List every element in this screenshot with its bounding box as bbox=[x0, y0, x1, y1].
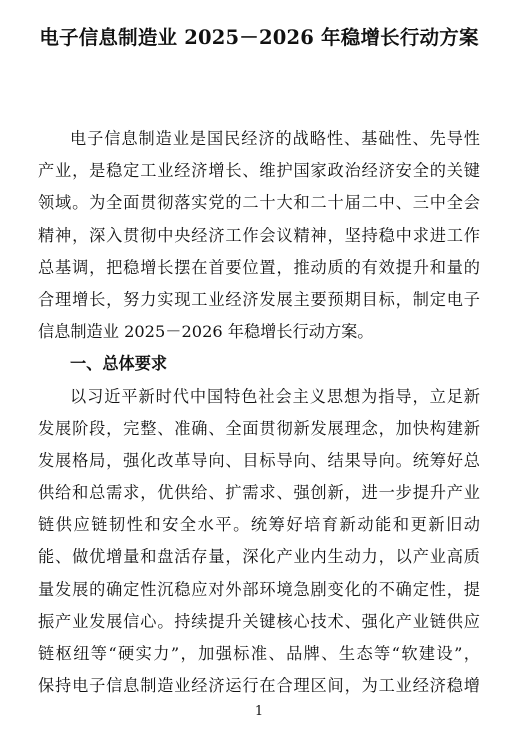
paragraph-line: 链枢纽等“硬实力”，加强标准、品牌、生态等“软建设”， bbox=[38, 644, 480, 663]
paragraph-line: 合理增长，努力实现工业经济发展主要预期目标，制定电子 bbox=[38, 289, 480, 309]
paragraph-line: 振产业发展信心。持续提升关键核心技术、强化产业链供应 bbox=[38, 611, 480, 631]
paragraph-line: 总基调，把稳增长摆在首要位置，推动质的有效提升和量的 bbox=[38, 257, 480, 277]
paragraph-line: 保持电子信息制造业经济运行在合理区间，为工业经济稳增 bbox=[38, 676, 480, 696]
document-title: 电子信息制造业 2025－2026 年稳增长行动方案 bbox=[39, 26, 479, 49]
paragraph-line: 发展格局，强化改革导向、目标导向、结果导向。统筹好总 bbox=[38, 450, 480, 470]
paragraph-line: 领域。为全面贯彻落实党的二十大和二十届二中、三中全会 bbox=[38, 193, 480, 213]
paragraph-line: 链供应链韧性和安全水平。统筹好培育新动能和更新旧动 bbox=[38, 515, 480, 535]
paragraph-line: 电子信息制造业是国民经济的战略性、基础性、先导性 bbox=[70, 129, 480, 148]
paragraph-line: 发展阶段，完整、准确、全面贯彻新发展理念，加快构建新 bbox=[38, 418, 480, 438]
page-number: 1 bbox=[254, 704, 264, 719]
paragraph-line: 量发展的确定性沉稳应对外部环境急剧变化的不确定性，提 bbox=[38, 579, 480, 599]
paragraph-line: 以习近平新时代中国特色社会主义思想为指导，立足新 bbox=[70, 386, 480, 406]
paragraph-line: 信息制造业 2025－2026 年稳增长行动方案。 bbox=[38, 322, 374, 342]
paragraph-line: 产业，是稳定工业经济增长、维护国家政治经济安全的关键 bbox=[38, 161, 480, 181]
document-body bbox=[38, 123, 480, 702]
paragraph-line: 精神，深入贯彻中央经济工作会议精神，坚持稳中求进工作 bbox=[38, 225, 480, 245]
section-heading: 一、总体要求 bbox=[70, 354, 168, 374]
paragraph-line: 供给和总需求，优供给、扩需求、强创新，进一步提升产业 bbox=[38, 483, 480, 503]
paragraph-line: 能、做优增量和盘活存量，深化产业内生动力，以产业高质 bbox=[38, 547, 480, 567]
